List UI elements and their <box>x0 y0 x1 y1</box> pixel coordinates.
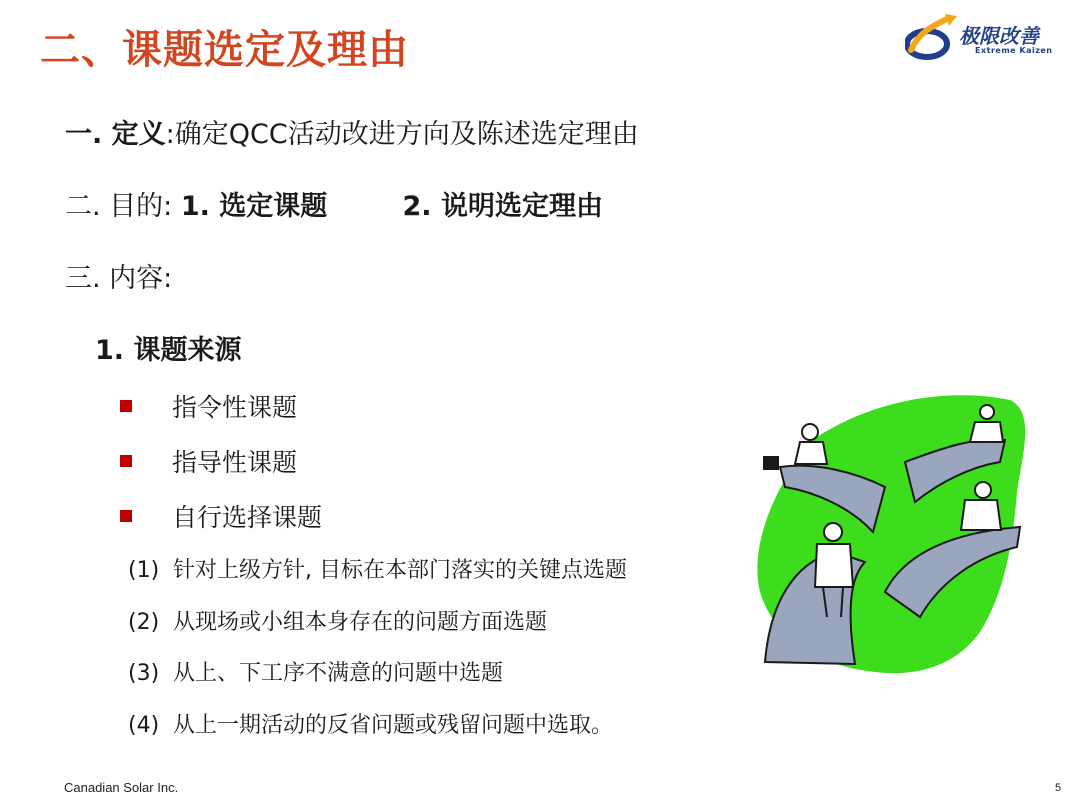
page-number: 5 <box>1055 782 1062 794</box>
bullet-text: 指令性课题 <box>172 393 298 422</box>
slide-title: 二、课题选定及理由 <box>40 27 409 73</box>
sub-item <box>128 708 613 739</box>
square-bullet-icon <box>120 510 132 522</box>
sub-item-text: 从上一期活动的反省问题或残留问题中选取。 <box>173 713 614 738</box>
bullet-item <box>120 498 322 534</box>
bullet-item <box>120 388 297 424</box>
contents-label: 三. 内容: <box>65 263 173 294</box>
sub-item <box>128 656 503 687</box>
logo-text: 极限改善 <box>959 24 1039 48</box>
square-bullet-icon <box>120 400 132 412</box>
footer-company: Canadian Solar Inc. <box>64 780 179 795</box>
sub-item-number: (1) <box>128 558 160 583</box>
clipart-people-on-paths <box>755 392 1030 682</box>
sub-item-text: 从上、下工序不满意的问题中选题 <box>173 661 504 686</box>
definition-text: :确定QCC活动改进方向及陈述选定理由 <box>165 119 639 150</box>
logo-subtitle: Extreme Kaizen <box>975 46 1053 55</box>
sub-item <box>128 605 547 636</box>
definition-line <box>65 112 639 151</box>
sub-item-text: 从现场或小组本身存在的问题方面选题 <box>173 610 548 635</box>
square-bullet-icon <box>120 455 132 467</box>
brand-logo <box>905 12 1065 68</box>
bullet-text: 自行选择课题 <box>172 503 323 532</box>
bullet-text: 指导性课题 <box>172 448 298 477</box>
sub-item-number: (3) <box>128 661 160 686</box>
sub-item-text: 针对上级方针, 目标在本部门落实的关键点选题 <box>173 558 627 583</box>
definition-label: 一. 定义 <box>65 119 166 150</box>
sub-item-number: (4) <box>128 713 160 738</box>
purpose-item-1: 1. 选定课题 <box>180 191 328 222</box>
sub-item <box>128 553 627 584</box>
bullet-item <box>120 443 297 479</box>
purpose-item-2: 2. 说明选定理由 <box>402 191 603 222</box>
purpose-line <box>65 184 603 223</box>
logo-swoosh-icon <box>905 12 961 68</box>
purpose-label: 二. 目的: <box>65 191 173 222</box>
sub-item-number: (2) <box>128 610 160 635</box>
source-heading: 1. 课题来源 <box>95 335 242 366</box>
